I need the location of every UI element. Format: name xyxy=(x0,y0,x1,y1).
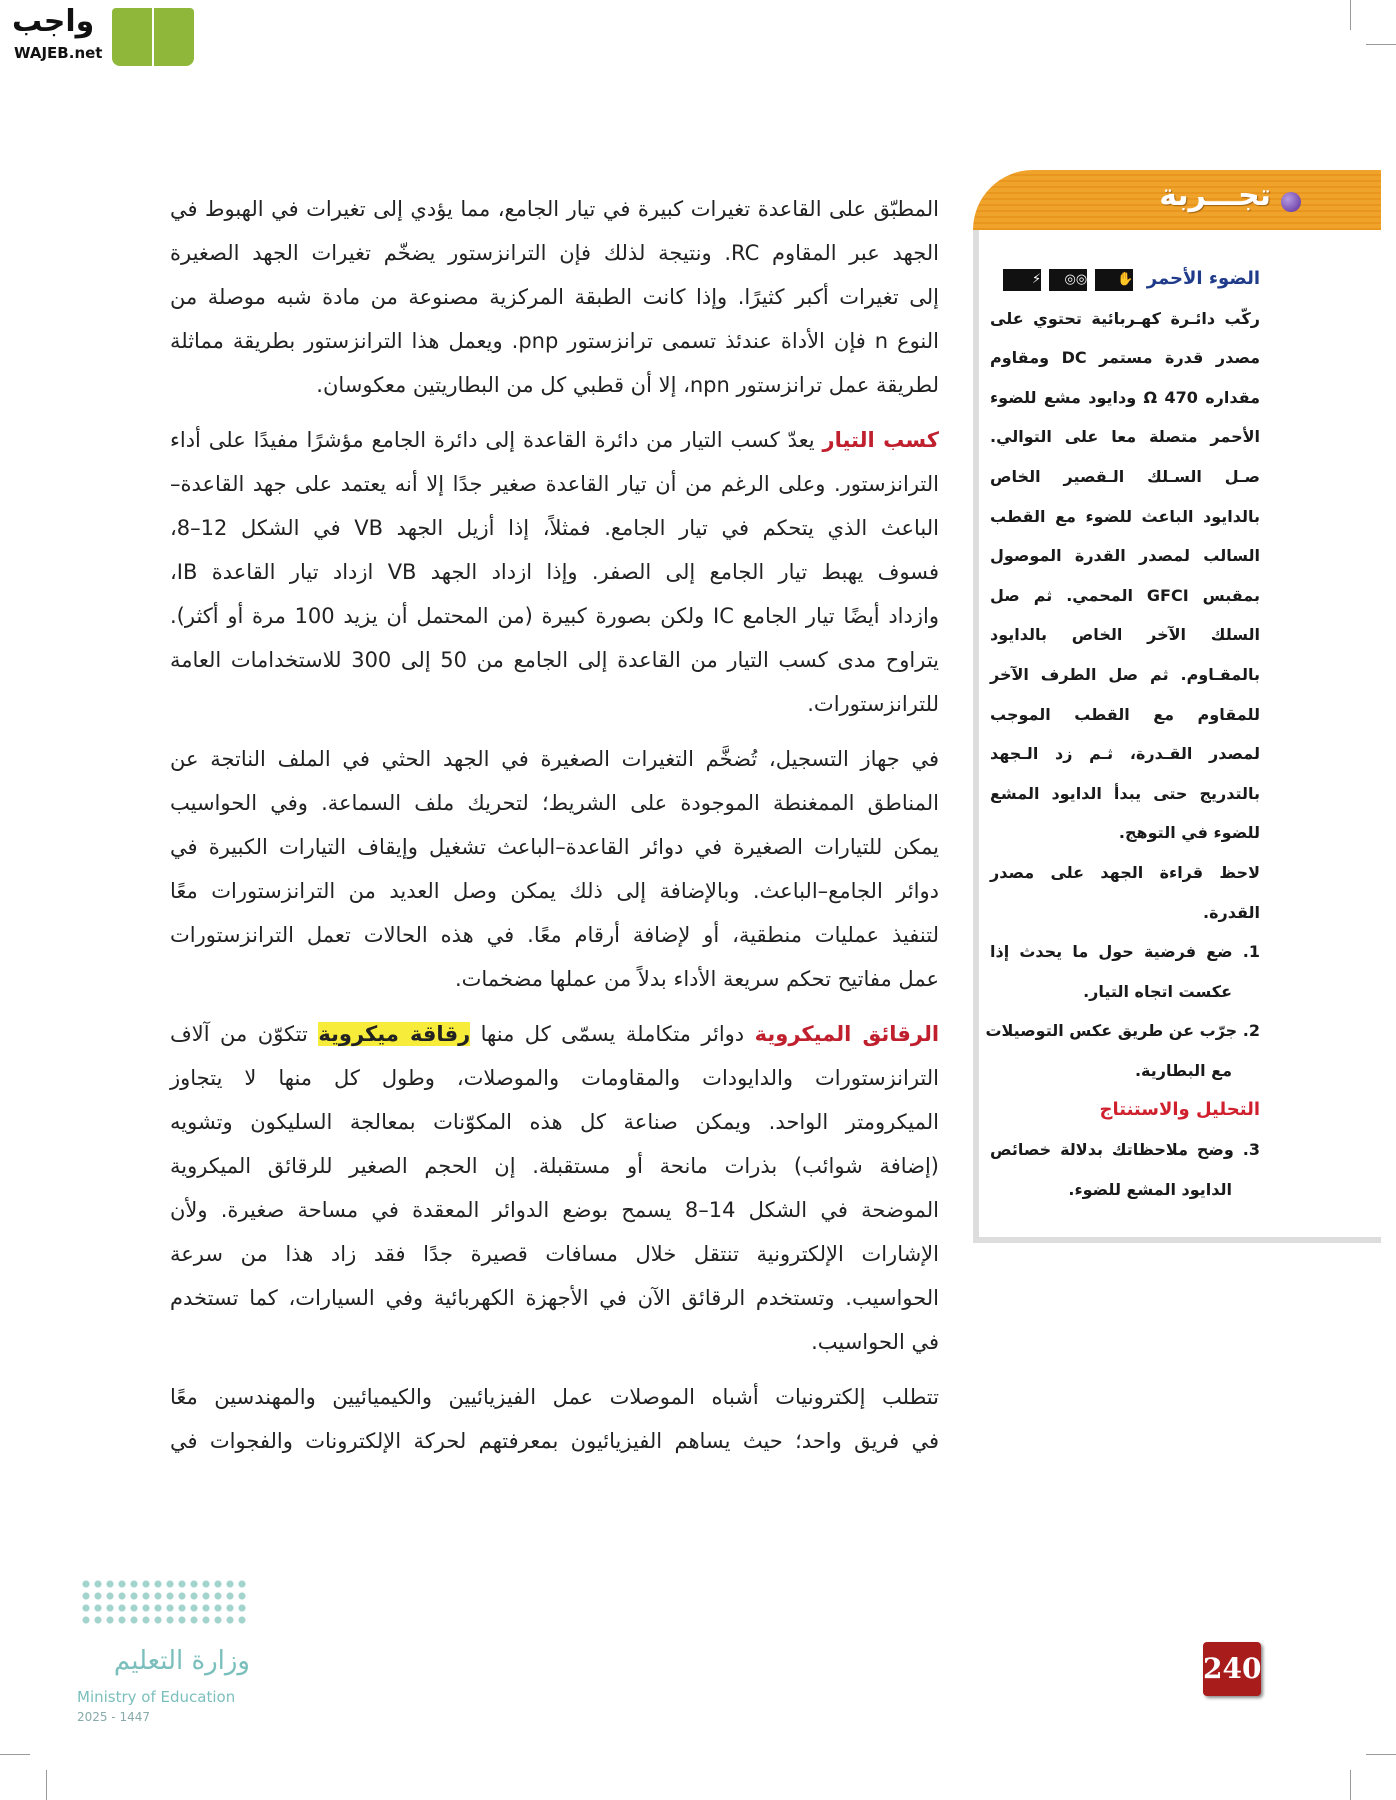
ministry-dots-emblem xyxy=(80,1578,250,1628)
text-line: إلى تغيرات أكبر كثيرًا. وإذا كانت الطبقة المركزية مصنوعة من مادة شبه موصلة من xyxy=(170,285,939,309)
text-line: السالب لمصدر القدرة الموصول xyxy=(990,546,1260,566)
text-line: بالدايود الباعث للضوء مع القطب xyxy=(990,506,1260,526)
text-line: ركّب دائـرة كهـربائية تحتوي على xyxy=(990,308,1260,328)
text-line: دوائر الجامع–الباعث. وبالإضافة إلى ذلك يمكن وصل العديد من الترانزستورات معًا xyxy=(170,879,939,903)
text-line: مقداره Ω 470 ودايود مشع للضوء xyxy=(990,387,1261,407)
text-line: السلك الآخر الخاص بالدايود xyxy=(990,625,1260,645)
step-3-cont: الدايود المشع للضوء. xyxy=(1068,1179,1232,1199)
term-microchips: الرقائق الميكروية xyxy=(754,1022,940,1046)
bullet-icon xyxy=(1281,192,1301,212)
crop-mark xyxy=(1350,1770,1351,1800)
main-text xyxy=(170,187,939,1474)
experiment-title: الضوء الأحمر xyxy=(1146,268,1260,289)
text-line: عمل مفاتيح تحكم سريعة الأداء بدلاً من عملها مضخمات. xyxy=(454,967,939,991)
text-line: مصدر قدرة مستمر DC ومقاوم xyxy=(990,348,1261,368)
text-line: في فريق واحد؛ حيث يساهم الفيزيائيون بمعرفتهم لحركة الإلكترونات والفجوات في xyxy=(170,1429,939,1453)
text-line: المطبّق على القاعدة تغيرات كبيرة في تيار الجامع، مما يؤدي إلى تغيرات في الهبوط في xyxy=(170,197,939,221)
step-1: 1. ضع فرضية حول ما يحدث إذا xyxy=(990,942,1260,962)
text-line: بالتدريج حتى يبدأ الدايود المشع xyxy=(990,783,1260,803)
experiment-text xyxy=(985,259,1261,1209)
text-line: للترانزستورات. xyxy=(807,692,939,716)
text-line xyxy=(170,418,939,462)
crop-mark xyxy=(46,1770,47,1800)
step-3: 3. وضح ملاحظاتك بدلالة خصائص xyxy=(990,1140,1260,1160)
ministry-year: 2025 - 1447 xyxy=(77,1710,151,1724)
experiment-heading: تجـــربة xyxy=(1159,178,1271,213)
page-number: 240 xyxy=(1203,1642,1261,1696)
text-line: وازداد أيضًا تيار الجامع IC ولكن بصورة كبيرة (من المحتمل أن يزيد 100 مرة أو أكثر). xyxy=(170,604,939,628)
text-line: تتطلب إلكترونيات أشباه الموصلات عمل الفيزيائيين والكيميائيين والمهندسين معًا xyxy=(170,1385,939,1409)
paragraph-1 xyxy=(170,187,939,407)
step-2: 2. جرّب عن طريق عكس التوصيلات xyxy=(985,1021,1260,1041)
text-span: يعدّ كسب التيار من دائرة القاعدة إلى دائرة الجامع مؤشرًا مفيدًا على أداء xyxy=(170,428,823,452)
text-line: الأحمر متصلة معا على التوالي. xyxy=(990,427,1260,447)
text-line: المناطق الممغنطة الموجودة على الشريط؛ لتحريك ملف السماعة. وفي الحواسيب xyxy=(170,791,939,815)
ministry-logo xyxy=(75,1578,255,1728)
text-line: للضوء في التوهج. xyxy=(1118,823,1260,843)
goggles-icon: ◎◎ xyxy=(1049,269,1087,291)
text-line: الموضحة في الشكل 14–8 يسمح بوضع الدوائر المعقدة في مساحة صغيرة. ولأن xyxy=(170,1198,939,1222)
text-line: لطريقة عمل ترانزستور npn، إلا أن قطبي كل من البطاريتين معكوسان. xyxy=(316,373,939,397)
logo-latin: WAJEB.net xyxy=(14,44,103,62)
paragraph-current-gain xyxy=(170,418,939,726)
paragraph-microchips xyxy=(170,1012,939,1364)
safety-icons xyxy=(1003,269,1133,291)
book-icon xyxy=(112,8,194,66)
text-line: في جهاز التسجيل، تُضخَّم التغيرات الصغيرة في الجهد الحثي في الملف الناتجة عن xyxy=(170,747,939,771)
text-line: (إضافة شوائب) بذرات مانحة أو مستقبلة. إن الحجم الصغير للرقائق الميكروية xyxy=(170,1154,939,1178)
text-span: تتكوّن من آلاف xyxy=(170,1022,319,1046)
crop-mark xyxy=(1350,0,1351,30)
text-line: النوع n فإن الأداة عندئذ تسمى ترانزستور pnp. ويعمل هذا الترانزستور بطريقة مماثلة xyxy=(170,329,940,353)
analysis-heading: التحليل والاستنتاج xyxy=(1099,1099,1260,1121)
text-line: لاحظ قراءة الجهد على مصدر xyxy=(990,862,1260,882)
highlight-microchip: رقاقة ميكروية xyxy=(318,1022,471,1046)
text-line: الإشارات الإلكترونية تنتقل خلال مسافات قصيرة جدًا فقد زاد هذا من سرعة xyxy=(170,1242,939,1266)
text-line: الترانزستورات والدايودات والمقاومات والموصلات، وطول كل منها لا يتجاوز xyxy=(170,1066,939,1090)
text-line: الجهد عبر المقاوم RC. ونتيجة لذلك فإن الترانزستور يضخّم تغيرات الجهد الصغيرة xyxy=(170,241,940,265)
experiment-title-row xyxy=(990,259,1260,299)
text-line: للمقاوم مع القطب الموجب xyxy=(990,704,1260,724)
electric-plug-icon: ⚡ xyxy=(1003,269,1041,291)
paragraph-5 xyxy=(170,1375,939,1463)
paragraph-3 xyxy=(170,737,939,1001)
crop-mark xyxy=(1366,1754,1396,1755)
experiment-header xyxy=(973,170,1381,230)
text-line: بمقبس GFCI المحمي. ثم صل xyxy=(990,585,1261,605)
text-line: الترانزستور. وعلى الرغم من أن تيار القاعدة صغير جدًا إلا أنه يعتمد على جهد القاعدة– xyxy=(170,472,939,496)
ministry-arabic: وزارة التعليم xyxy=(113,1646,250,1676)
text-line: يمكن للتيارات الصغيرة في دوائر القاعدة–الباعث تشغيل وإيقاف التيارات الكبيرة في xyxy=(170,835,939,859)
ministry-english: Ministry of Education xyxy=(77,1688,236,1706)
text-line: الباعث الذي يتحكم في تيار الجامع. فمثلاً، إذا أزيل الجهد VB في الشكل 12–8، xyxy=(170,516,939,540)
text-span: دوائر متكاملة يسمّى كل منها xyxy=(470,1022,755,1046)
text-line: لتنفيذ عمليات منطقية، أو لإضافة أرقام معًا. في هذه الحالات تعمل الترانزستورات xyxy=(170,923,939,947)
text-line: لمصدر القـدرة، ثـم زد الـجهد xyxy=(990,744,1260,764)
text-line: الميكرومتر الواحد. ويمكن صناعة كل هذه المكوّنات بمعالجة السليكون وتشويه xyxy=(170,1110,939,1134)
text-line: في الحواسيب. xyxy=(811,1330,939,1354)
crop-mark xyxy=(0,1754,30,1755)
logo-arabic: واجب xyxy=(12,4,95,39)
step-2-cont: مع البطارية. xyxy=(1134,1060,1232,1080)
text-line xyxy=(170,1012,939,1056)
text-line: القدرة. xyxy=(1203,902,1260,922)
text-line: الحواسيب. وتستخدم الرقائق الآن في الأجهزة الكهربائية وفي السيارات، كما تستخدم xyxy=(170,1286,939,1310)
step-1-cont: عكست اتجاه التيار. xyxy=(1083,981,1232,1001)
text-line: صـل السـلك الـقصير الخاص xyxy=(990,466,1260,486)
hand-safety-icon: ✋ xyxy=(1095,269,1133,291)
term-current-gain: كسب التيار xyxy=(822,428,939,452)
crop-mark xyxy=(1366,44,1396,45)
text-line: بالمقـاوم. ثم صل الطرف الآخر xyxy=(990,664,1260,684)
wajeb-logo xyxy=(8,4,198,70)
text-line: فسوف يهبط تيار الجامع إلى الصفر. وإذا ازداد الجهد VB ازداد تيار القاعدة IB، xyxy=(170,560,940,584)
text-line: يتراوح مدى كسب التيار من القاعدة إلى الجامع من 50 إلى 300 للاستخدامات العامة xyxy=(170,648,940,672)
